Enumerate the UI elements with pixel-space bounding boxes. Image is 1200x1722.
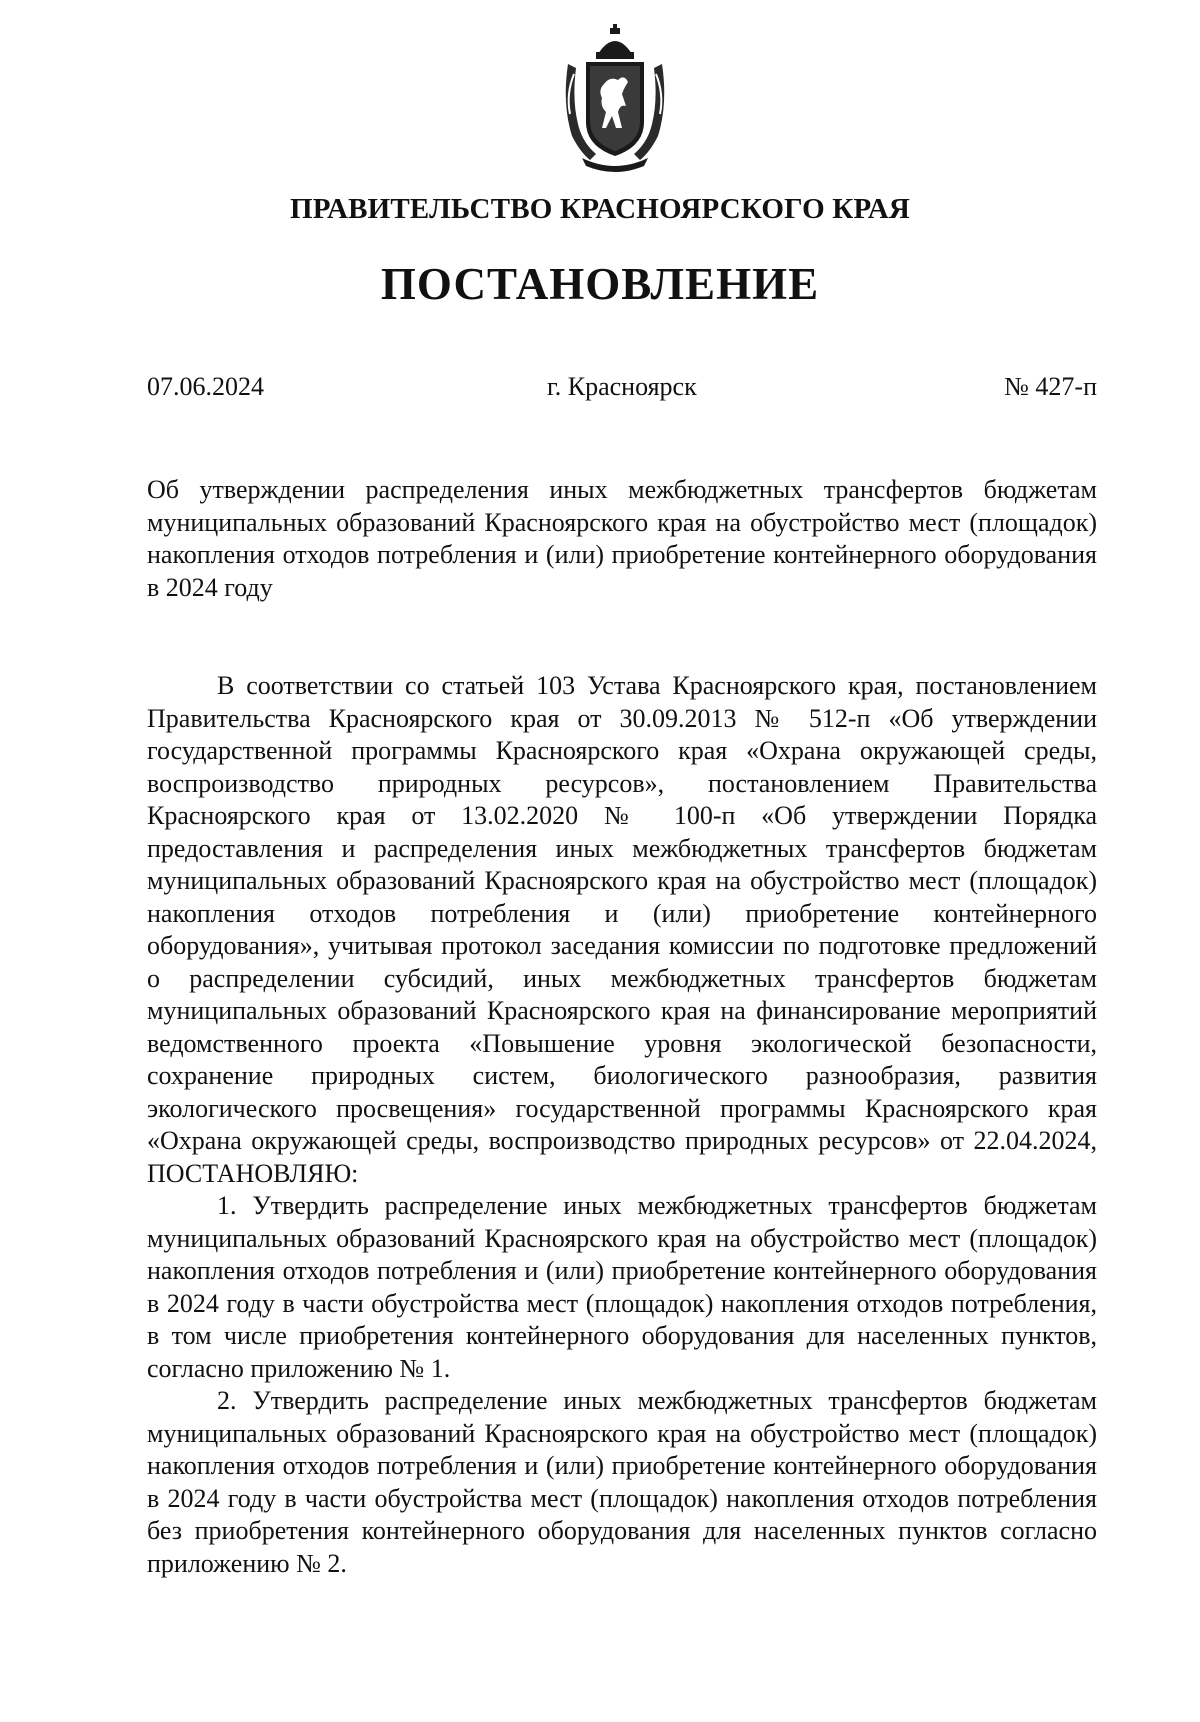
document-city: г. Красноярск [547, 372, 697, 401]
government-title: ПРАВИТЕЛЬСТВО КРАСНОЯРСКОГО КРАЯ [289, 193, 911, 225]
document-type-heading: ПОСТАНОВЛЕНИЕ [380, 259, 820, 309]
preamble-paragraph: В соответствии со статьей 103 Устава Красноярского края, постановлением Правительства Красноярского края от 30.09.2013 № 512-п «Об утверждении государственной программы Красноярского края «Охрана окружающей среды, воспроизводство природных ресурсов», постановлением Правительства Красноярского края от 13.02.2020 № 100-п «Об утверждении Порядка предоставления и распределения иных межбюджетных трансфертов бюджетам муниципальных образований Красноярского края на обустройство мест (площадок) накопления отходов потребления и (или) приобретение контейнерного оборудования», учитывая протокол заседания комиссии по подготовке предложений о распределении субсидий, иных межбюджетных трансфертов бюджетам муниципальных образований Красноярского края на финансирование мероприятий ведомственного проекта «Повышение уровня экологической безопасности, сохранение природных систем, биологического разнообразия, развития экологического просвещения» государственной программы Красноярского края «Охрана окружающей среды, воспроизводство природных ресурсов» от 22.04.2024, ПОСТАНОВЛЯЮ: [147, 671, 1097, 1188]
document-number: № 427-п [1004, 372, 1097, 401]
document-subject: Об утверждении распределения иных межбюджетных трансфертов бюджетам муниципальных образований Красноярского края на обустройство мест (площадок) накопления отходов потребления и (или) приобретение контейнерного оборудования в 2024 году [147, 475, 1097, 602]
resolution-item-2: 2. Утвердить распределение иных межбюджетных трансфертов бюджетам муниципальных образований Красноярского края на обустройство мест (площадок) накопления отходов потребления и (или) приобретение контейнерного оборудования в 2024 году в части обустройства мест (площадок) накопления отходов потребления без приобретения контейнерного оборудования для населенных пунктов согласно приложению № 2. [147, 1386, 1097, 1578]
document-body [147, 670, 1097, 1580]
resolution-item-1: 1. Утвердить распределение иных межбюджетных трансфертов бюджетам муниципальных образований Красноярского края на обустройство мест (площадок) накопления отходов потребления и (или) приобретение контейнерного оборудования в 2024 году в части обустройства мест (площадок) накопления отходов потребления, в том числе приобретения контейнерного оборудования для населенных пунктов, согласно приложению № 1. [147, 1191, 1097, 1383]
document-date: 07.06.2024 [147, 372, 264, 401]
krasnoyarsk-coat-of-arms-icon [560, 24, 670, 172]
